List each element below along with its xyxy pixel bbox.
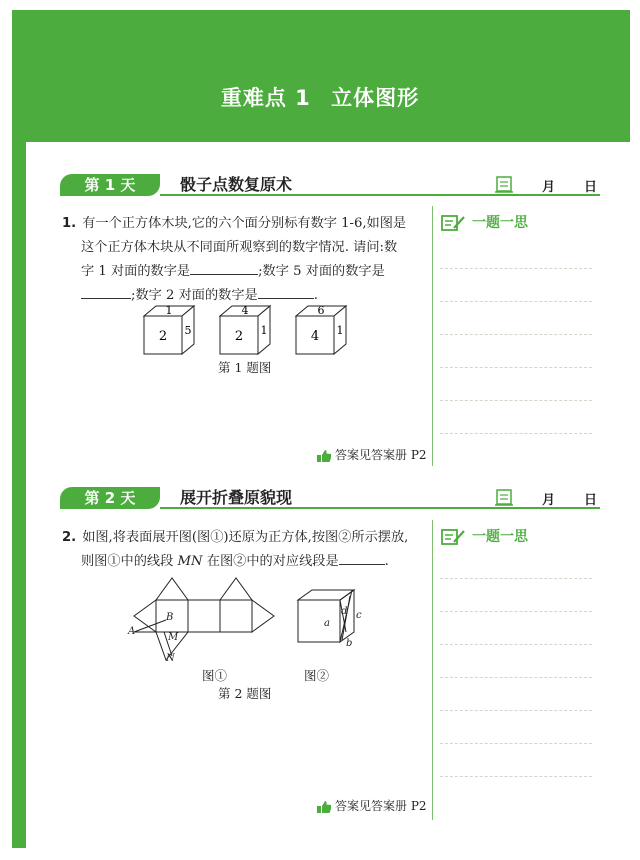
cube-top-number: 6	[317, 304, 325, 317]
note-line	[440, 677, 592, 678]
notebook-icon	[494, 174, 516, 194]
answer-reference	[316, 446, 427, 463]
answer-text: 答案见答案册 P2	[335, 799, 427, 813]
section-2-header	[60, 487, 600, 511]
figure-caption: 第 1 题图	[218, 360, 272, 375]
thumbs-up-icon	[316, 800, 332, 814]
note-line	[440, 644, 592, 645]
note-line	[440, 301, 592, 302]
question-1	[62, 212, 428, 308]
side-band	[12, 142, 26, 848]
notebook-icon	[494, 487, 516, 507]
answer-reference	[316, 797, 427, 814]
note-line	[440, 268, 592, 269]
point-label: B	[166, 612, 174, 623]
cube-side-number: 5	[184, 324, 192, 337]
note-line	[440, 334, 592, 335]
month-label: 月	[542, 493, 556, 508]
cube-top-number: 4	[241, 304, 249, 317]
answer-text: 答案见答案册 P2	[335, 448, 427, 462]
reflection-heading	[440, 526, 528, 547]
title-part2: 立体图形	[331, 86, 420, 110]
question-text: 有一个正方体木块,它的六个面分别标有数字 1-6,如图是	[82, 216, 407, 231]
answer-blank[interactable]	[339, 550, 385, 565]
question-number: 2.	[62, 530, 77, 545]
question-2	[62, 526, 428, 574]
net-figure	[126, 574, 286, 666]
page-title	[0, 82, 640, 112]
note-line	[440, 776, 592, 777]
note-line	[440, 433, 592, 434]
cube-top-number: 1	[165, 304, 173, 317]
question-text: 字 1 对面的数字是	[81, 264, 191, 279]
cube-side-number: 1	[336, 324, 344, 337]
section-1-header	[60, 174, 600, 198]
answer-blank[interactable]	[81, 284, 131, 299]
pen-note-icon	[440, 213, 466, 233]
question-text: 在图②中的对应线段是	[206, 554, 339, 569]
note-column-divider	[432, 206, 433, 466]
edge-label: a	[324, 618, 330, 629]
question-text: 则图①中的线段	[81, 554, 174, 569]
question-text: .	[384, 554, 389, 569]
question-text: ;数字 5 对面的数字是	[258, 264, 385, 279]
point-label: M	[168, 632, 179, 643]
note-line	[440, 367, 592, 368]
answer-blank[interactable]	[190, 260, 258, 275]
cube-3	[296, 304, 346, 354]
note-column-divider	[432, 520, 433, 820]
thumbs-up-icon	[316, 449, 332, 463]
question-number: 1.	[62, 216, 77, 231]
cube-figure-2	[290, 584, 370, 664]
reflection-label: 一题一思	[472, 215, 528, 231]
section-title: 展开折叠原貌现	[180, 488, 293, 507]
note-line	[440, 611, 592, 612]
cube-figures	[130, 304, 370, 358]
title-part1: 重难点 1	[220, 86, 311, 110]
edge-label: d	[341, 606, 348, 617]
note-line	[440, 710, 592, 711]
day-label: 日	[584, 493, 598, 508]
note-line	[440, 400, 592, 401]
cube-front-number: 4	[310, 329, 320, 344]
question-text: 这个正方体木块从不同面所观察到的数字情况. 请问:数	[81, 240, 398, 255]
cube-front-number: 2	[158, 329, 168, 344]
point-label: N	[166, 653, 175, 664]
pen-note-icon	[440, 527, 466, 547]
question-text: ;数字 2 对面的数字是	[131, 288, 258, 303]
question-text: 如图,将表面展开图(图①)还原为正方体,按图②所示摆放,	[82, 530, 409, 545]
day-badge: 第 2 天	[60, 487, 160, 509]
edge-label: c	[356, 610, 362, 621]
reflection-heading	[440, 212, 528, 233]
note-line	[440, 743, 592, 744]
cube-2	[220, 304, 270, 354]
note-line	[440, 578, 592, 579]
answer-blank[interactable]	[258, 284, 314, 299]
header-band	[12, 10, 630, 142]
cube-side-number: 1	[260, 324, 268, 337]
section-title: 骰子点数复原术	[180, 175, 293, 194]
day-label: 日	[584, 180, 598, 195]
edge-label: b	[346, 638, 353, 649]
month-label: 月	[542, 180, 556, 195]
cube-1	[144, 304, 194, 354]
figure-1-label: 图①	[202, 668, 228, 683]
figure-2-label: 图②	[304, 668, 330, 683]
day-badge: 第 1 天	[60, 174, 160, 196]
cube-front-number: 2	[234, 329, 244, 344]
reflection-label: 一题一思	[472, 529, 528, 545]
segment-label: MN	[177, 554, 203, 569]
question-text: .	[313, 288, 318, 303]
point-label: A	[128, 626, 136, 637]
figure-caption: 第 2 题图	[218, 686, 272, 701]
